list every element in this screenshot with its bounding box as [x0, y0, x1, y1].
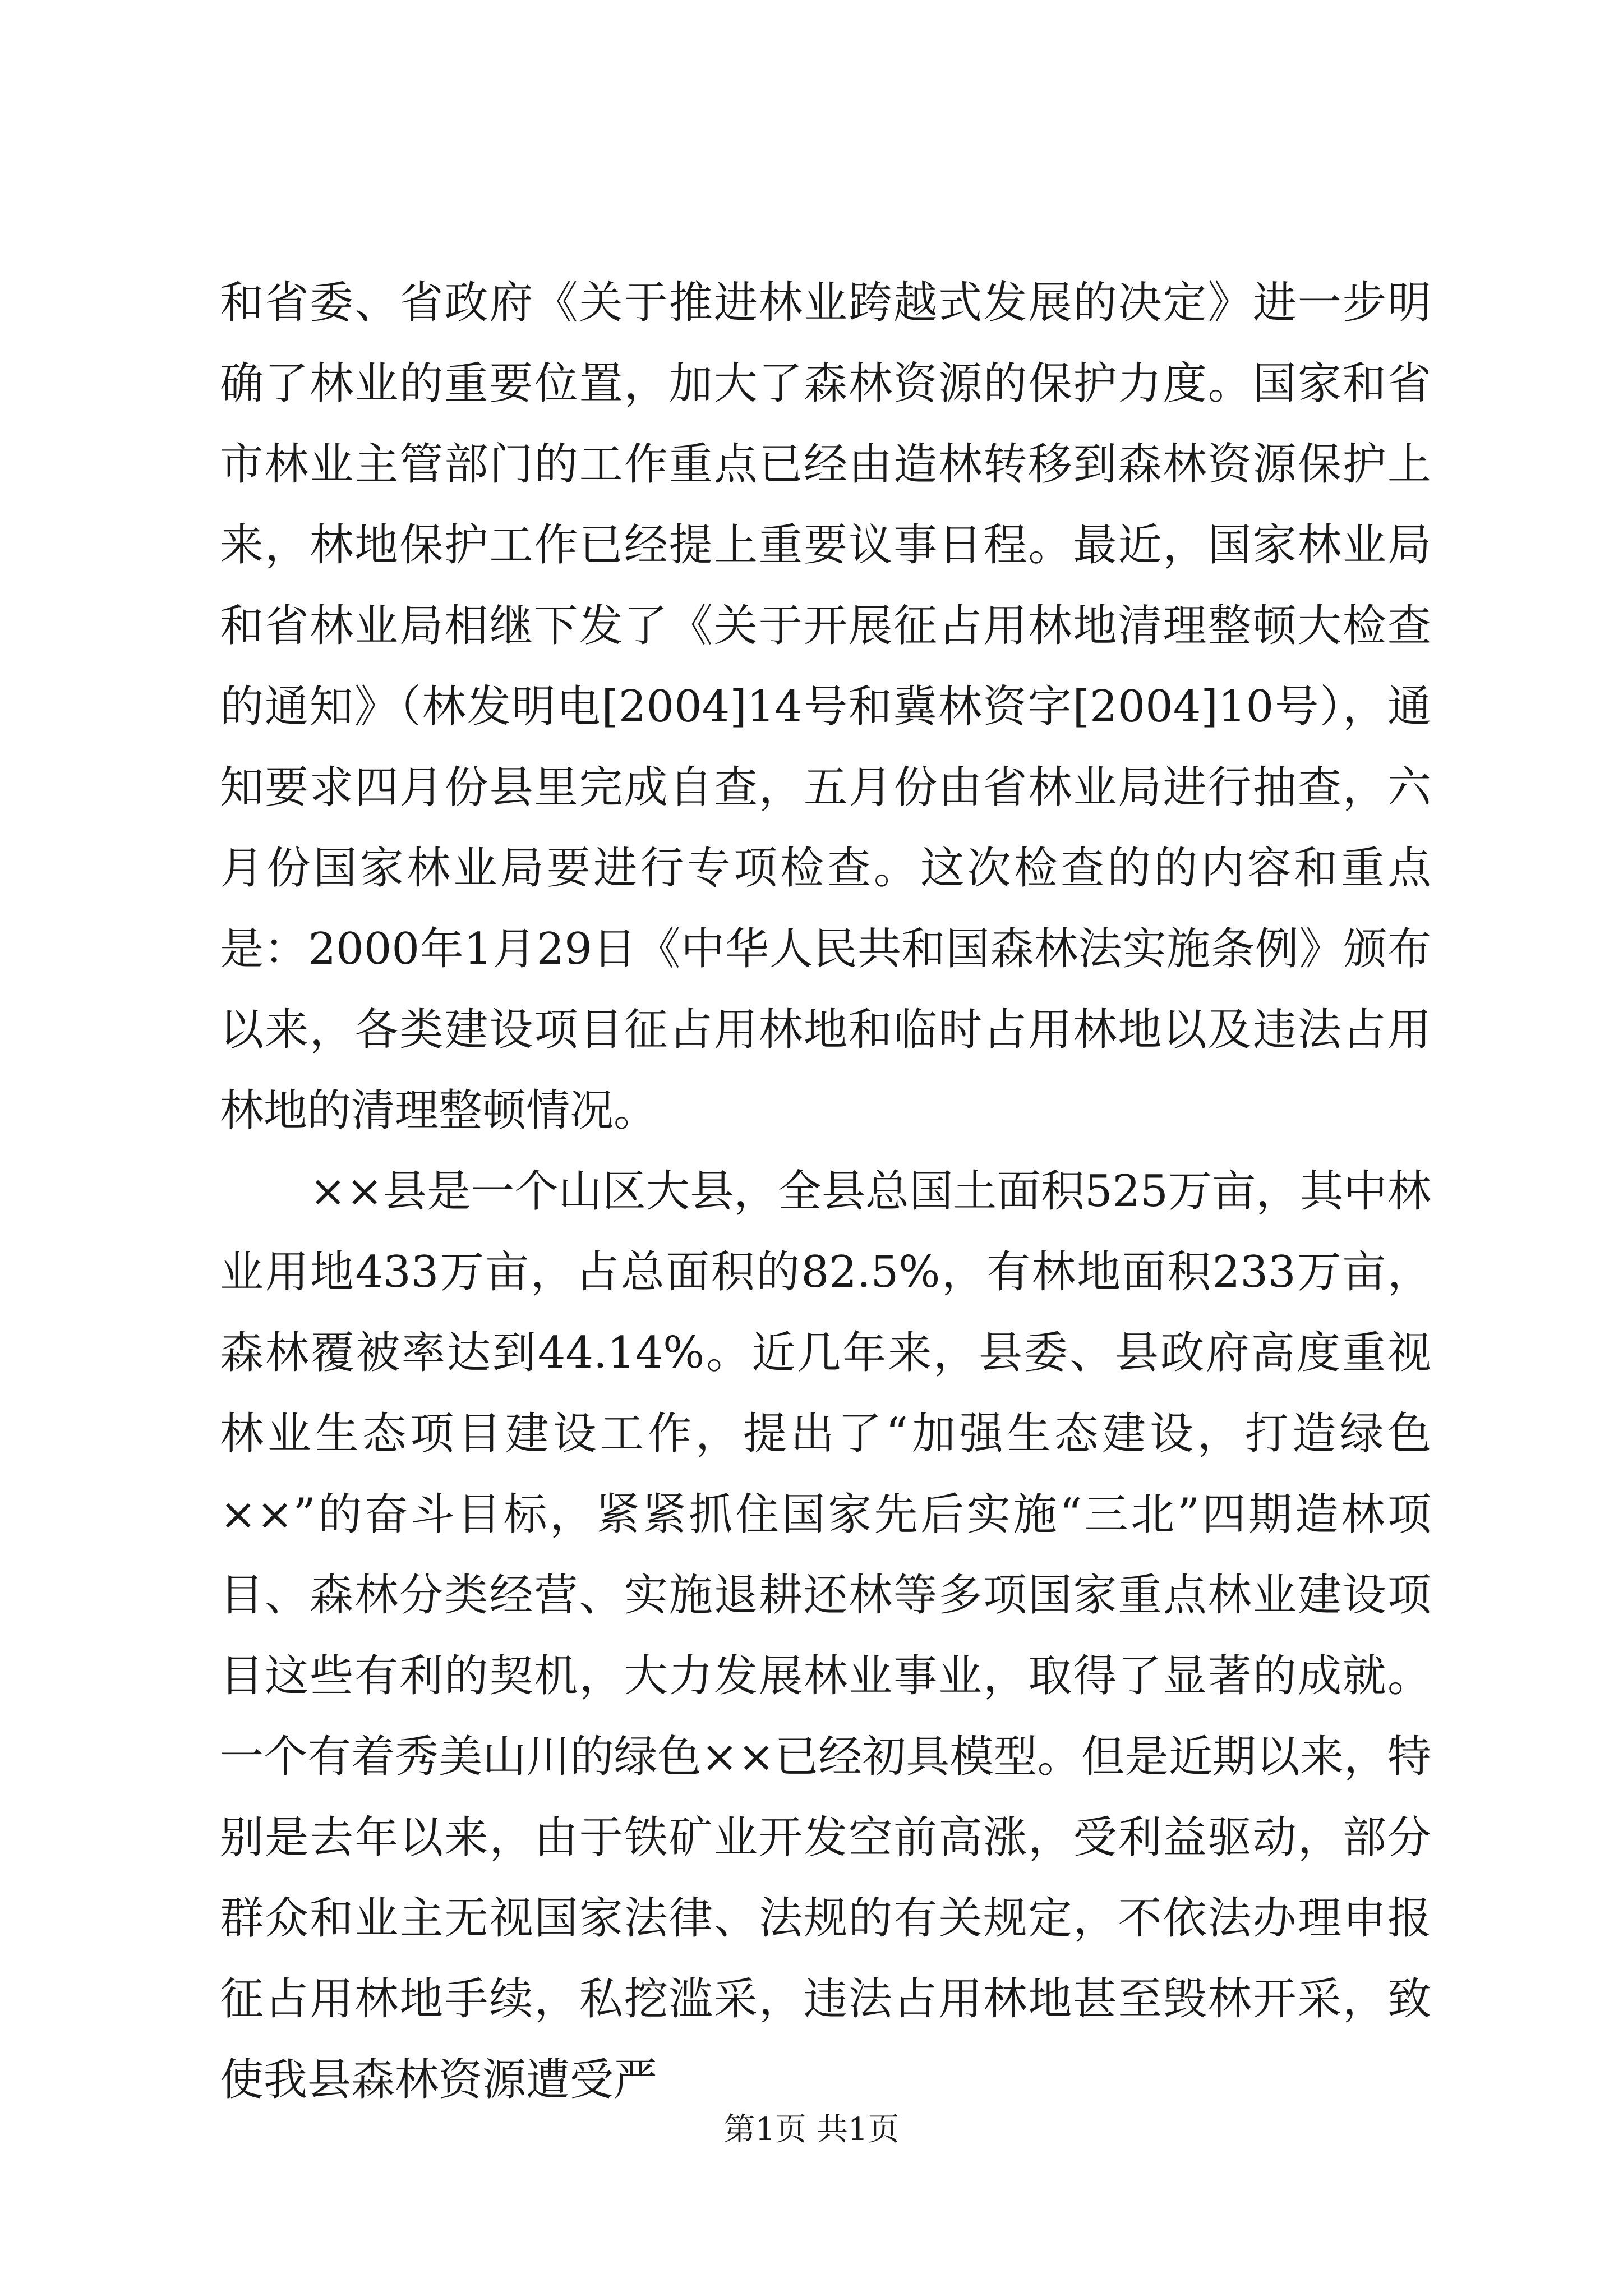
paragraph-2: ××县是一个山区大县，全县总国土面积525万亩，其中林业用地433万亩，占总面积的82.5%，有林地面积233万亩，森林覆被率达到44.14%。近几年来，县委、县政府高度重视林业生态项目建设工作，提出了“加强生态建设，打造绿色××”的奋斗目标，紧紧抓住国家先后实施“三北”四期造林项目、森林分类经营、实施退耕还林等多项国家重点林业建设项目这些有利的契机，大力发展林业事业，取得了显著的成就。一个有着秀美山川的绿色××已经初具模型。但是近期以来，特别是去年以来，由于铁矿业开发空前高涨，受利益驱动，部分群众和业主无视国家法律、法规的有关规定，不依法办理申报征占用林地手续，私挖滥采，违法占用林地甚至毁林开采，致使我县森林资源遭受严: [220, 1166, 1431, 2105]
page-number-label: 第1页 共1页: [723, 2111, 900, 2148]
page-footer: [0, 2110, 1623, 2150]
paragraph-1: 和省委、省政府《关于推进林业跨越式发展的决定》进一步明确了林业的重要位置，加大了森林资源的保护力度。国家和省市林业主管部门的工作重点已经由造林转移到森林资源保护上来，林地保护工作已经提上重要议事日程。最近，国家林业局和省林业局相继下发了《关于开展征占用林地清理整顿大检查的通知》（林发明电[2004]14号和冀林资字[2004]10号），通知要求四月份县里完成自查，五月份由省林业局进行抽查，六月份国家林业局要进行专项检查。这次检查的的内容和重点是：2000年1月29日《中华人民共和国森林法实施条例》颁布以来，各类建设项目征占用林地和临时占用林地以及违法占用林地的清理整顿情况。: [220, 278, 1431, 1136]
document-body: [220, 263, 1431, 2120]
